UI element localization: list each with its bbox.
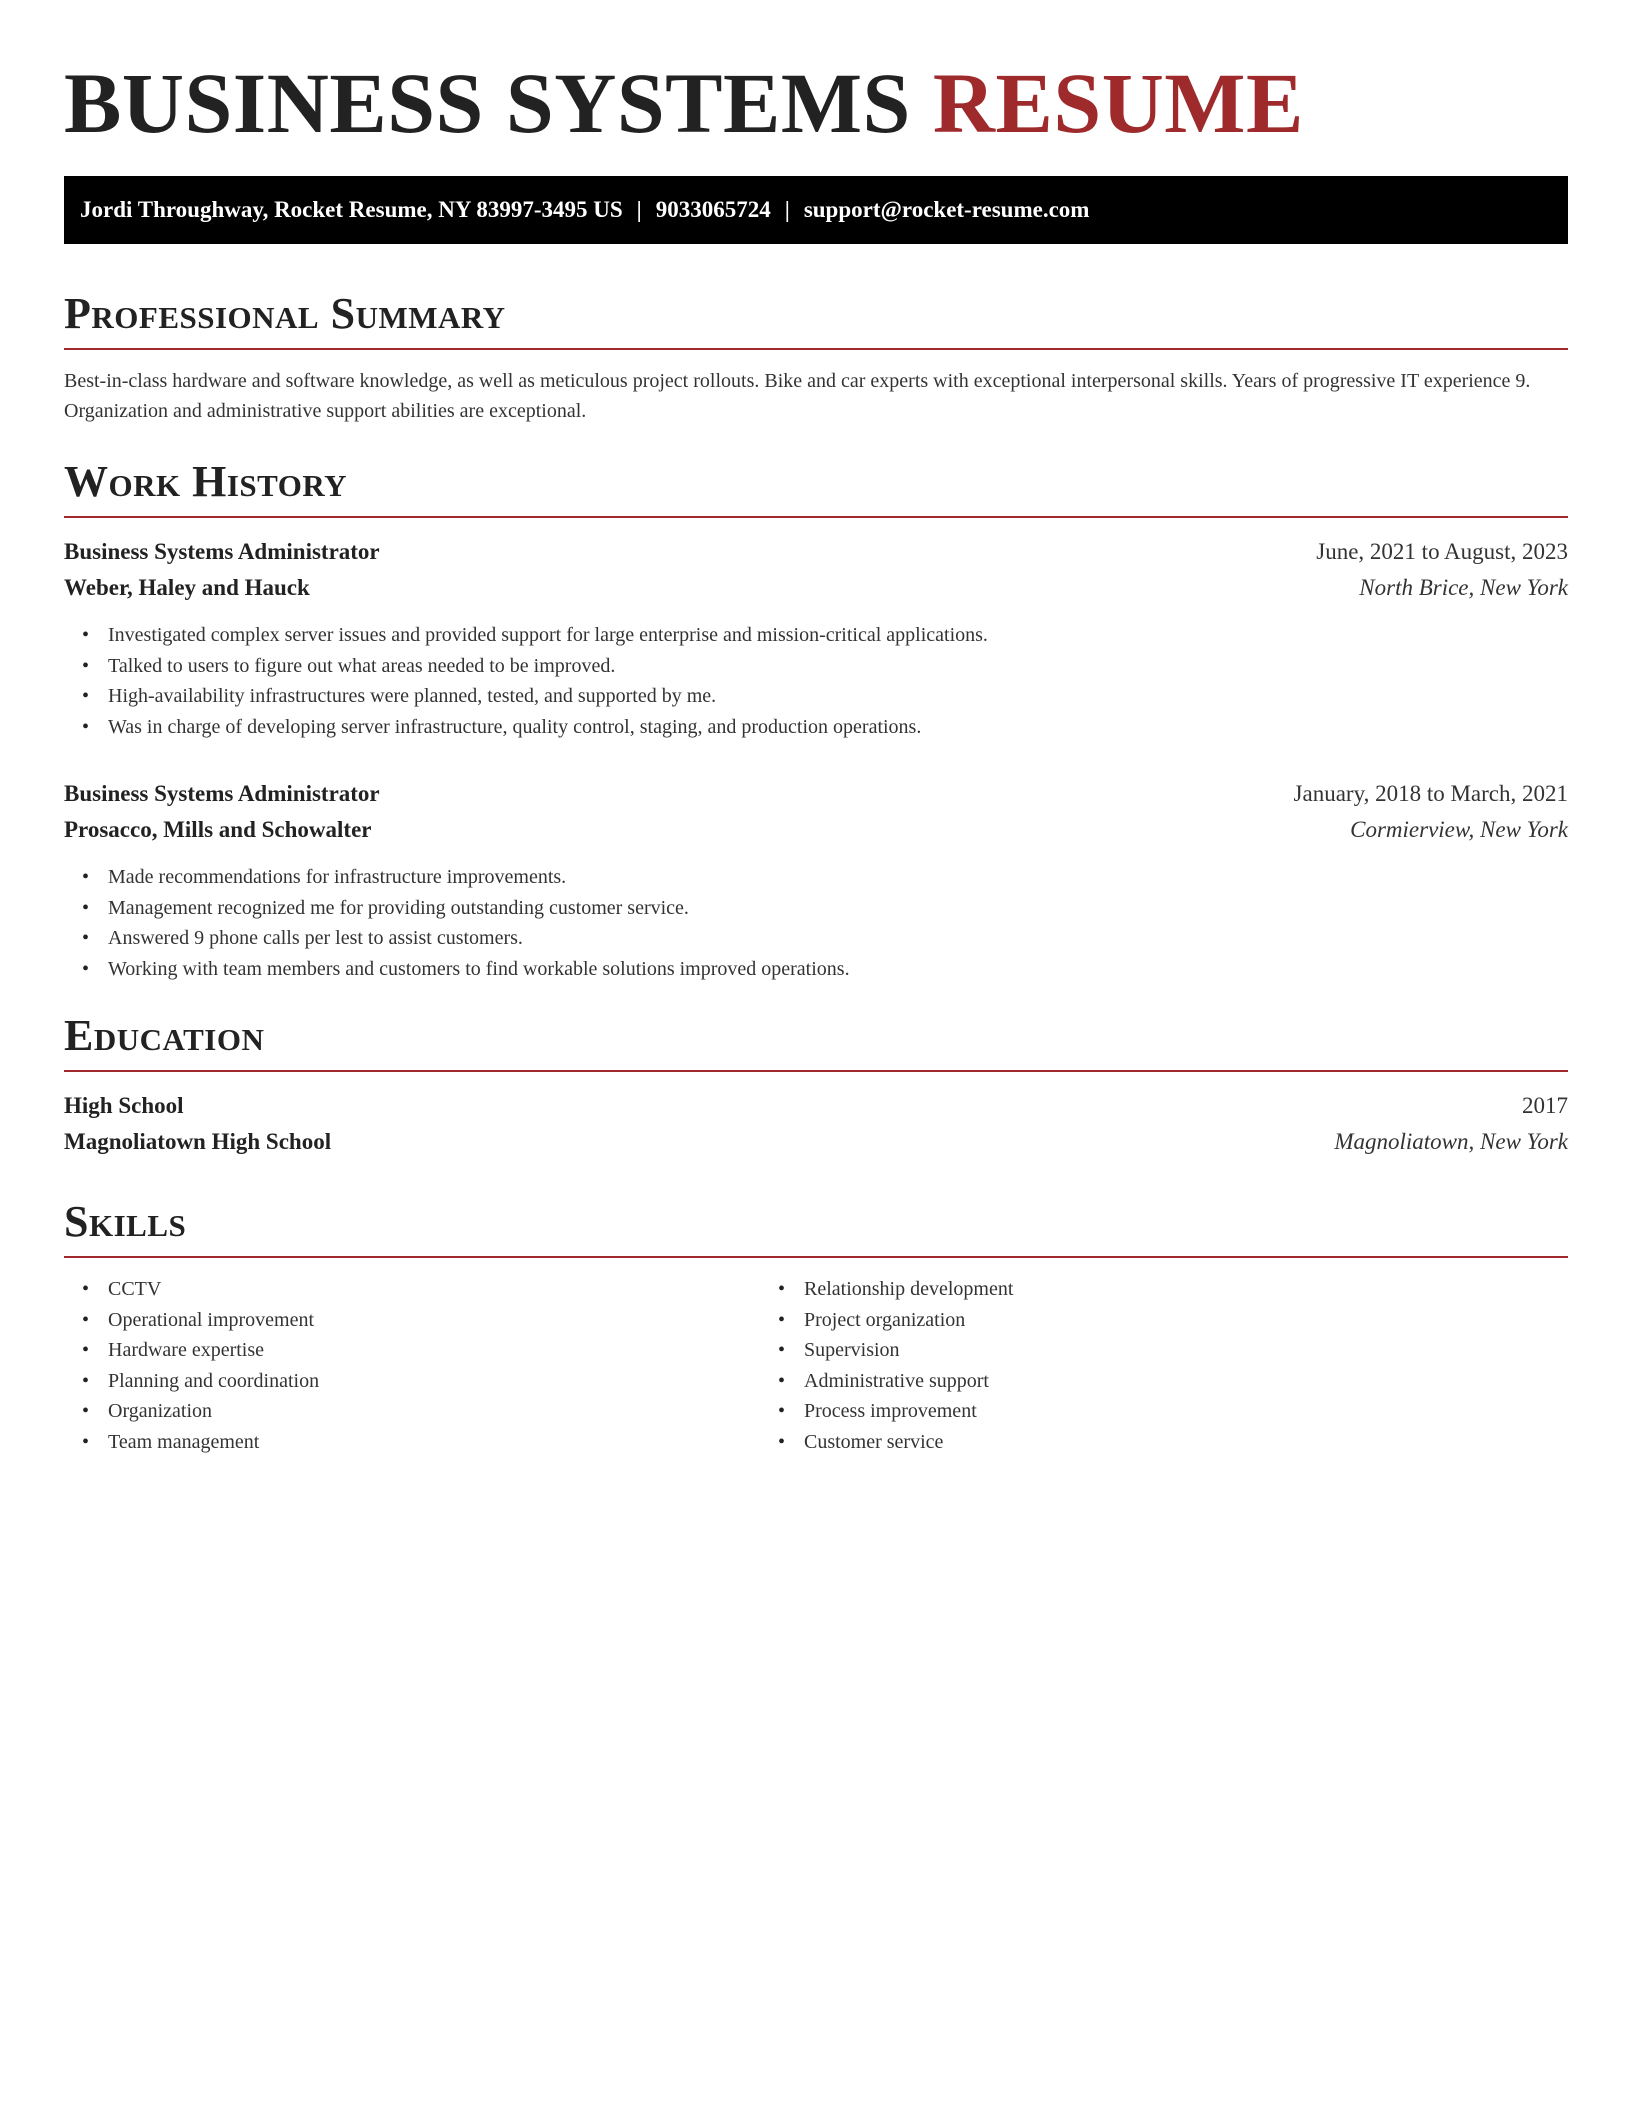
skill-item: • Planning and coordination — [108, 1366, 760, 1397]
job-role: Business Systems Administrator — [64, 781, 380, 806]
job-header-row — [64, 776, 1568, 812]
contact-address: Jordi Throughway, Rocket Resume, NY 83997-3495 US — [80, 197, 623, 222]
section-title-skills: Skills — [64, 1197, 187, 1246]
job-bullets — [64, 620, 1568, 742]
job-company: Prosacco, Mills and Schowalter — [64, 817, 372, 842]
list-item: • High-availability infrastructures were planned, tested, and supported by me. — [108, 681, 1568, 712]
list-item: • Answered 9 phone calls per lest to assist customers. — [108, 923, 1568, 954]
job-header-row — [64, 534, 1568, 570]
skill-item: • CCTV — [108, 1274, 760, 1305]
section-title-education: Education — [64, 1011, 265, 1060]
skill-item: • Hardware expertise — [108, 1335, 760, 1366]
job-company: Weber, Haley and Hauck — [64, 575, 310, 600]
skills-list-right — [760, 1274, 1568, 1457]
list-item: • Was in charge of developing server infrastructure, quality control, staging, and production operations. — [108, 712, 1568, 743]
contact-separator: | — [784, 197, 790, 222]
skills-list-left — [64, 1274, 760, 1457]
education-school-row — [64, 1124, 1568, 1160]
job-bullets — [64, 862, 1568, 984]
skill-item: • Supervision — [804, 1335, 1568, 1366]
section-title-work-history: Work History — [64, 457, 348, 506]
list-item: • Talked to users to figure out what areas needed to be improved. — [108, 651, 1568, 682]
title-accent: RESUME — [932, 55, 1304, 151]
skill-item: • Customer service — [804, 1427, 1568, 1458]
list-item: • Investigated complex server issues and provided support for large enterprise and mission-critical applications. — [108, 620, 1568, 651]
skill-item: • Organization — [108, 1396, 760, 1427]
job-role: Business Systems Administrator — [64, 539, 380, 564]
education-header-row — [64, 1088, 1568, 1124]
skill-item: • Operational improvement — [108, 1305, 760, 1336]
section-divider — [64, 1070, 1568, 1072]
job-entry — [64, 534, 1568, 742]
job-company-row — [64, 570, 1568, 606]
contact-bar — [64, 176, 1568, 244]
list-item: • Working with team members and customers to find workable solutions improved operations. — [108, 954, 1568, 985]
education-location: Magnoliatown, New York — [1334, 1129, 1568, 1154]
skill-item: • Relationship development — [804, 1274, 1568, 1305]
section-title-summary: Professional Summary — [64, 289, 506, 338]
skill-item: • Administrative support — [804, 1366, 1568, 1397]
section-divider — [64, 348, 1568, 350]
skill-item: • Process improvement — [804, 1396, 1568, 1427]
contact-phone: 9033065724 — [655, 197, 771, 222]
list-item: • Management recognized me for providing outstanding customer service. — [108, 893, 1568, 924]
education-degree: High School — [64, 1093, 184, 1118]
job-location: Cormierview, New York — [1350, 817, 1568, 842]
job-dates: January, 2018 to March, 2021 — [1293, 781, 1568, 806]
list-item: • Made recommendations for infrastructure improvements. — [108, 862, 1568, 893]
contact-separator: | — [636, 197, 642, 222]
resume-page — [64, 50, 1568, 1457]
title-main: BUSINESS SYSTEMS — [64, 55, 911, 151]
section-divider — [64, 516, 1568, 518]
job-company-row — [64, 812, 1568, 848]
contact-email: support@rocket-resume.com — [803, 197, 1090, 222]
job-location: North Brice, New York — [1359, 575, 1568, 600]
section-divider — [64, 1256, 1568, 1258]
resume-title — [64, 50, 1568, 152]
education-year: 2017 — [1522, 1093, 1568, 1118]
job-entry — [64, 776, 1568, 984]
education-school: Magnoliatown High School — [64, 1129, 332, 1154]
summary-text: Best-in-class hardware and software knowledge, as well as meticulous project rollouts. Bike and car experts with exceptional interpersonal skills. Years of progressive IT experience 9. Organization and administrative support abilities are exceptional. — [64, 370, 1531, 422]
job-dates: June, 2021 to August, 2023 — [1316, 539, 1568, 564]
education-entry — [64, 1088, 1568, 1160]
skill-item: • Team management — [108, 1427, 760, 1458]
skill-item: • Project organization — [804, 1305, 1568, 1336]
skills-columns — [64, 1274, 1568, 1457]
